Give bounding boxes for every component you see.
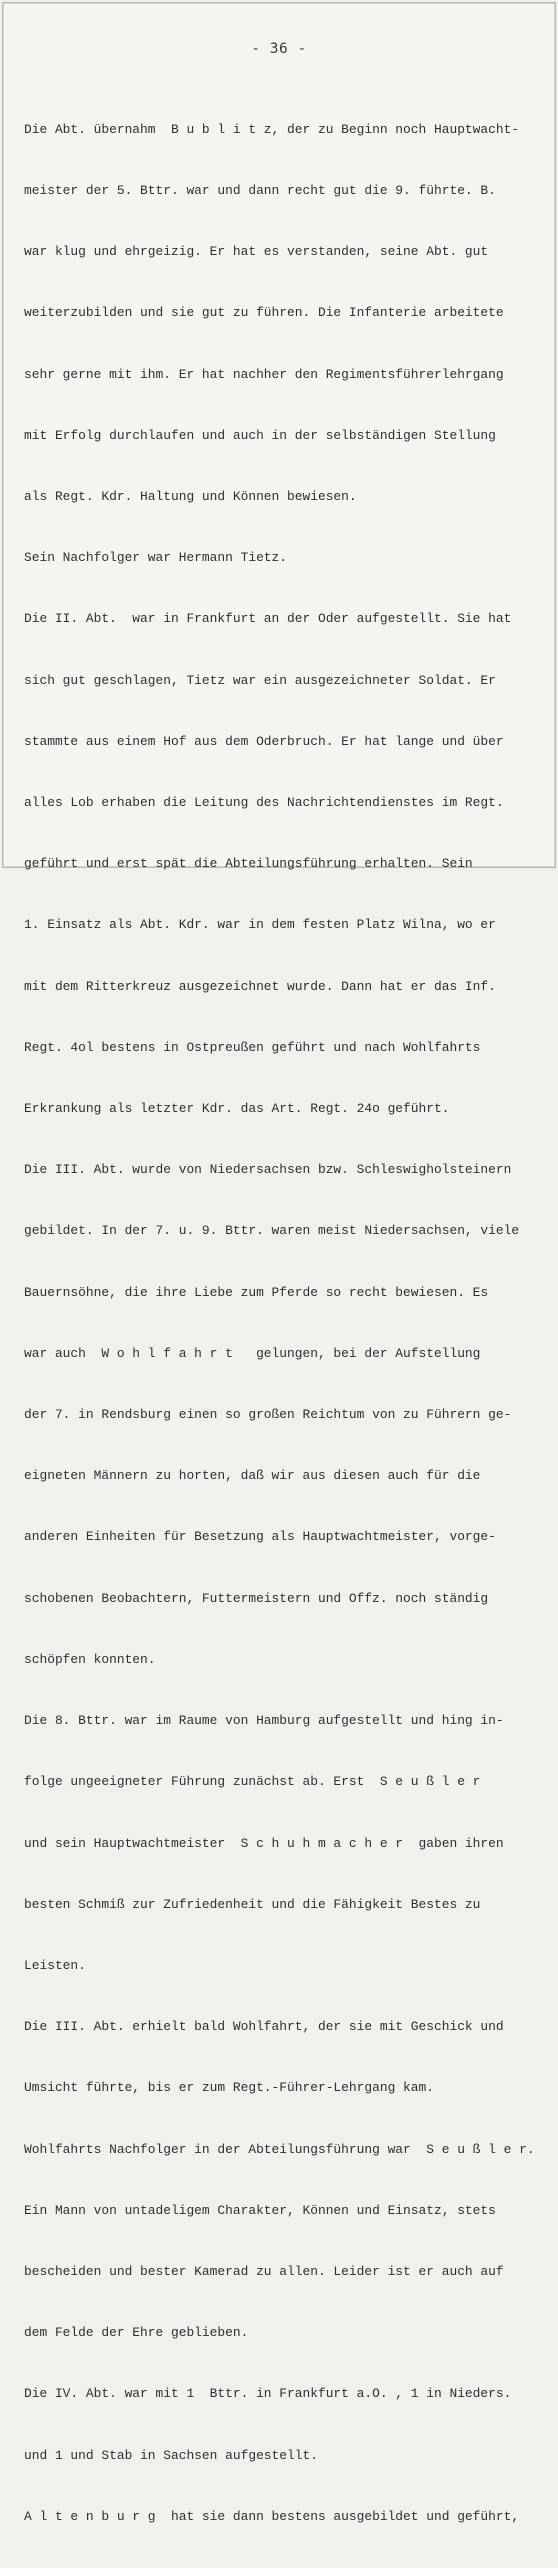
text-line: und sein Hauptwachtmeister S c h u h m a c h e r gaben ihren — [24, 1835, 504, 1851]
text-line: Regt. 4ol bestens in Ostpreußen geführt und nach Wohlfahrts — [24, 1039, 481, 1055]
typewritten-page — [2, 2, 556, 2524]
text-line: der 7. in Rendsburg einen so großen Reichtum von zu Führern ge- — [24, 1407, 512, 1423]
text-line: dem Felde der Ehre geblieben. — [24, 2325, 249, 2341]
text-line: und 1 und Stab in Sachsen aufgestellt. — [24, 2447, 318, 2463]
text-line: alles Lob erhaben die Leitung des Nachrichtendienstes im Regt. — [24, 795, 504, 811]
text-line: Die III. Abt. wurde von Niedersachsen bzw. Schleswigholsteinern — [24, 1162, 512, 1178]
text-line: A l t e n b u r g hat sie dann bestens ausgebildet und geführt, — [24, 2508, 520, 2524]
text-line: Die Abt. übernahm B u b l i t z, der zu Beginn noch Hauptwacht- — [24, 121, 520, 137]
text-line: Ein Mann von untadeligem Charakter, Können und Einsatz, stets — [24, 2202, 496, 2218]
text-line: als Regt. Kdr. Haltung und Können bewiesen. — [24, 489, 357, 505]
body-text — [24, 79, 544, 2568]
text-line: war auch W o h l f a h r t gelungen, bei der Aufstellung — [24, 1345, 481, 1361]
text-line: mit Erfolg durchlaufen und auch in der selbständigen Stellung — [24, 427, 496, 443]
page-number: - 36 - — [251, 41, 307, 57]
text-line: besten Schmiß zur Zufriedenheit und die Fähigkeit Bestes zu — [24, 1896, 481, 1912]
text-line: meister der 5. Bttr. war und dann recht gut die 9. führte. B. — [24, 183, 496, 199]
text-line: stammte aus einem Hof aus dem Oderbruch. Er hat lange und über — [24, 733, 504, 749]
text-line: mit dem Ritterkreuz ausgezeichnet wurde. Dann hat er das Inf. — [24, 978, 496, 994]
text-line: sehr gerne mit ihm. Er hat nachher den Regimentsführerlehrgang — [24, 366, 504, 382]
text-line: Die 8. Bttr. war im Raume von Hamburg aufgestellt und hing in- — [24, 1713, 504, 1729]
text-line: schobenen Beobachtern, Futtermeistern und Offz. noch ständig — [24, 1590, 489, 1606]
text-line: anderen Einheiten für Besetzung als Hauptwachtmeister, vorge- — [24, 1529, 496, 1545]
text-line: Umsicht führte, bis er zum Regt.-Führer-Lehrgang kam. — [24, 2080, 434, 2096]
text-line: Sein Nachfolger war Hermann Tietz. — [24, 550, 288, 566]
text-line: geführt und erst spät die Abteilungsführung erhalten. Sein — [24, 856, 473, 872]
text-line: Die II. Abt. war in Frankfurt an der Oder aufgestellt. Sie hat — [24, 611, 512, 627]
text-line: eigneten Männern zu horten, daß wir aus diesen auch für die — [24, 1468, 481, 1484]
text-line: schöpfen konnten. — [24, 1651, 156, 1667]
text-line: war klug und ehrgeizig. Er hat es verstanden, seine Abt. gut — [24, 244, 489, 260]
text-line: Leisten. — [24, 1957, 86, 1973]
text-line: bescheiden und bester Kamerad zu allen. Leider ist er auch auf — [24, 2263, 504, 2279]
text-line: Die IV. Abt. war mit 1 Bttr. in Frankfurt a.O. , 1 in Nieders. — [24, 2386, 512, 2402]
text-line: gebildet. In der 7. u. 9. Bttr. waren meist Niedersachsen, viele — [24, 1223, 520, 1239]
text-line: Die III. Abt. erhielt bald Wohlfahrt, der sie mit Geschick und — [24, 2019, 504, 2035]
text-line: Erkrankung als letzter Kdr. das Art. Regt. 24o geführt. — [24, 1101, 450, 1117]
text-line: weiterzubilden und sie gut zu führen. Die Infanterie arbeitete — [24, 305, 504, 321]
text-line: Wohlfahrts Nachfolger in der Abteilungsführung war S e u ß l e r. — [24, 2141, 535, 2157]
text-line: folge ungeeigneter Führung zunächst ab. Erst S e u ß l e r — [24, 1774, 481, 1790]
text-line: 1. Einsatz als Abt. Kdr. war in dem festen Platz Wilna, wo er — [24, 917, 496, 933]
text-line: Bauernsöhne, die ihre Liebe zum Pferde so recht bewiesen. Es — [24, 1284, 489, 1300]
text-line: sich gut geschlagen, Tietz war ein ausgezeichneter Soldat. Er — [24, 672, 496, 688]
